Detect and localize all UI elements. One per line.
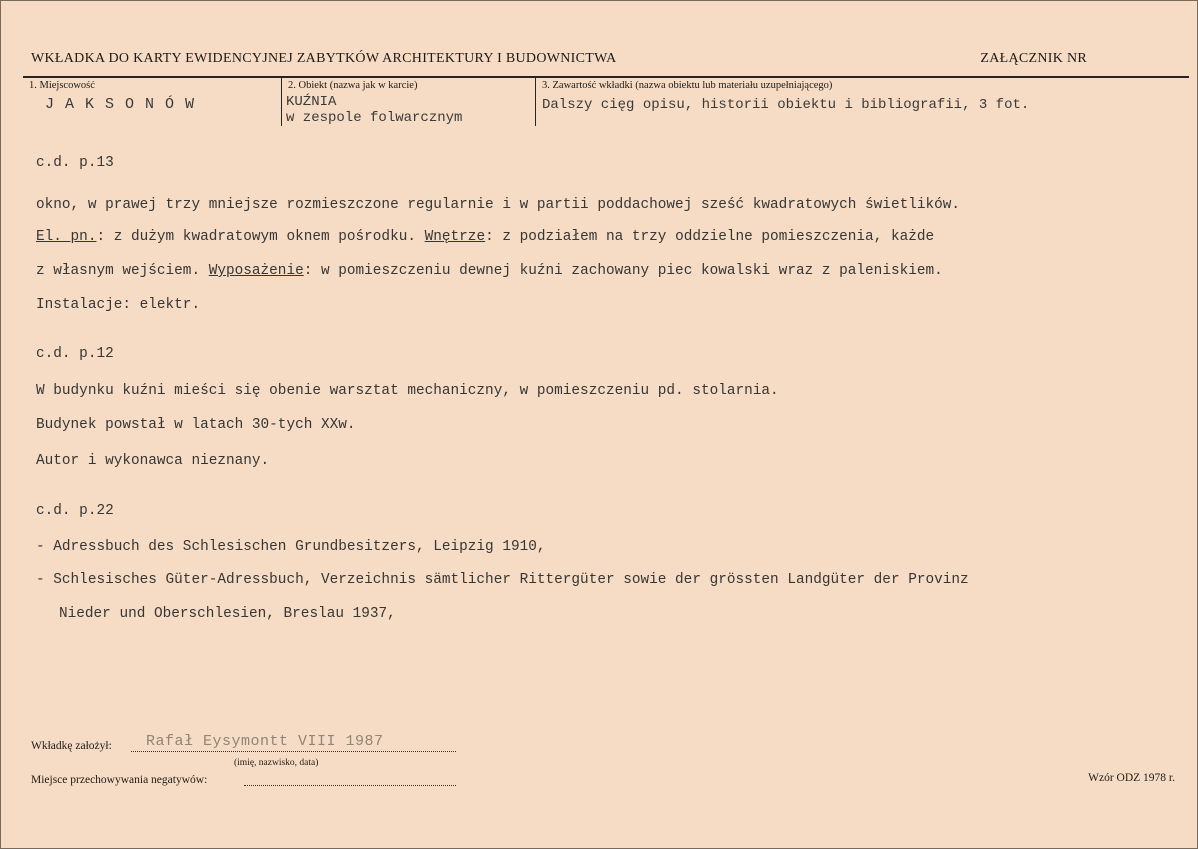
card-title: WKŁADKA DO KARTY EWIDENCYJNEJ ZABYTKÓW ARCHITEKTURY I BUDOWNICTWA [31,51,617,66]
bibliography-item-2-cont: Nieder und Oberschlesien, Breslau 1937, [59,606,396,622]
section-2-line-1: W budynku kuźni mieści się obenie warsztat mechaniczny, w pomieszczeniu pd. stolarnia. [36,383,779,399]
section-1-line-2-text-b: : z podziałem na trzy oddzielne pomieszczenia, każde [485,229,935,245]
section-1-line-1: okno, w prawej trzy mniejsze rozmieszczone regularnie i w partii poddachowej sześć kwadratowych świetlików. [36,197,961,213]
section-3-heading: c.d. p.22 [36,503,114,519]
attachment-number-label: ZAŁĄCZNIK NR [980,51,1087,66]
locality-value: JAKSONÓW [45,96,206,113]
content-value: Dalszy cięg opisu, historii obiektu i bibliografii, 3 fot. [542,97,1030,113]
founded-by-value: Rafał Eysymontt VIII 1987 [146,733,384,750]
content-label: 3. Zawartość wkładki (nazwa obiektu lub materiału uzupełniającego) [542,80,833,91]
bibliography-item-2: - Schlesisches Güter-Adressbuch, Verzeichnis sämtlicher Rittergüter sowie der grössten Landgüter der Provinz [36,572,969,588]
equipment-heading: Wyposażenie [208,263,304,279]
section-1-line-3-text-a: z własnym wejściem. [36,263,209,279]
section-2-heading: c.d. p.12 [36,346,114,362]
section-1-heading: c.d. p.13 [36,155,114,171]
founded-by-caption: (imię, nazwisko, data) [234,758,319,768]
header-fields [23,78,1189,128]
locality-label: 1. Miejscowość [29,80,95,91]
interior-heading: Wnętrze [424,229,486,245]
section-1-line-2-text-a: : z dużym kwadratowym oknem pośrodku. [96,229,425,245]
founded-by-line [131,751,456,752]
object-value-line-1: KUŹNIA [286,94,337,110]
section-1-line-4: Instalacje: elektr. [36,297,201,313]
section-1-line-3-text-b: : w pomieszczeniu dewnej kuźni zachowany piec kowalski wraz z paleniskiem. [303,263,943,279]
object-value-line-2: w zespole folwarcznym [286,110,463,126]
negatives-location-line [244,785,456,786]
object-value [286,94,462,126]
east-elevation-heading: El. pn. [36,229,97,245]
content-field [535,78,1189,126]
section-1-line-2 [36,229,934,245]
negatives-location-label: Miejsce przechowywania negatywów: [31,774,208,786]
founded-by-label: Wkładkę założył: [31,740,112,752]
section-2-line-3: Autor i wykonawca nieznany. [36,453,270,469]
locality-field [23,78,279,126]
object-label: 2. Obiekt (nazwa jak w karcie) [288,80,418,91]
bibliography-item-1: - Adressbuch des Schlesischen Grundbesitzers, Leipzig 1910, [36,539,546,555]
section-1-line-3 [36,263,943,279]
section-2-line-2: Budynek powstał w latach 30-tych XXw. [36,417,356,433]
form-code: Wzór ODZ 1978 r. [1088,772,1175,784]
object-field [281,78,534,126]
